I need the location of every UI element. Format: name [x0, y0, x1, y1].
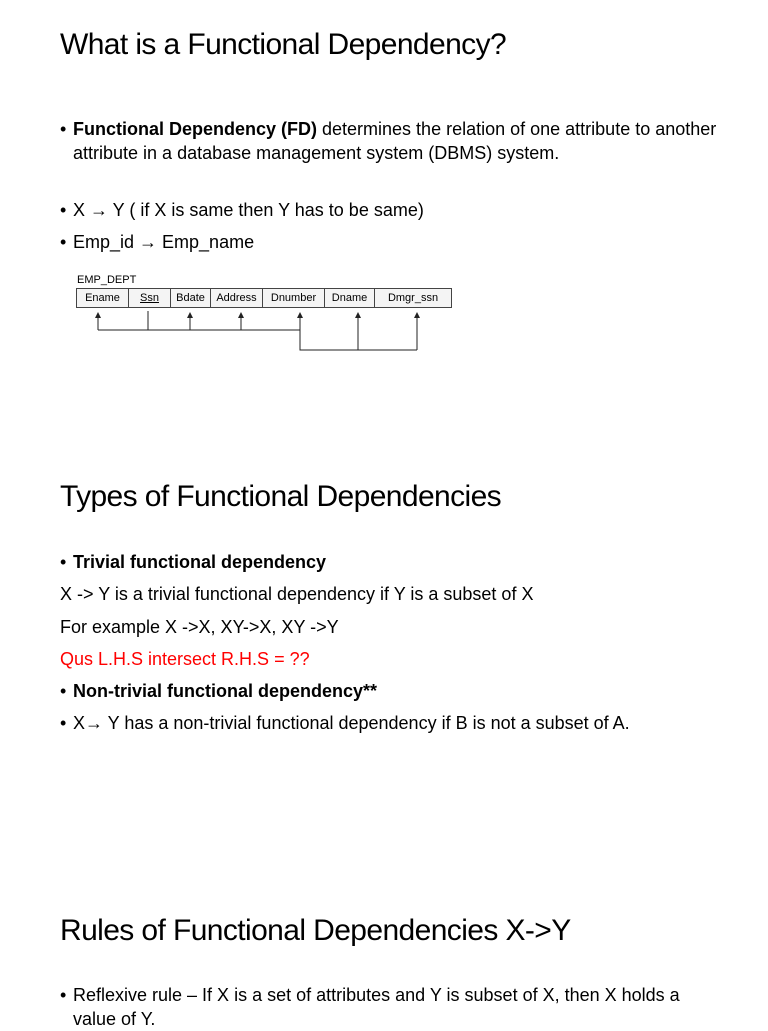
bullet-dot: •: [60, 232, 67, 252]
fd-example-text: Emp_id → Emp_name: [73, 232, 255, 252]
fd-definition-text: determines the relation of one attribute to another attribute in a database management system (DBMS) system.: [73, 119, 717, 163]
attr-ssn-key: Ssn: [129, 289, 171, 307]
trivial-fd-heading: Trivial functional dependency: [73, 552, 327, 572]
slide-3-title: Rules of Functional Dependencies X->Y: [60, 914, 571, 947]
attr-address: Address: [211, 289, 263, 307]
nontrivial-fd-heading: Non-trivial functional dependency**: [73, 681, 378, 701]
trivial-fd-definition: X -> Y is a trivial functional dependency if Y is a subset of X: [60, 584, 534, 604]
bullet-dot: •: [60, 552, 67, 572]
reflexive-rule-text: Reflexive rule – If X is a set of attributes and Y is subset of X, then X holds a value of Y.: [73, 985, 680, 1029]
dependency-arrows: [0, 0, 768, 400]
trivial-fd-example: For example X ->X, XY->X, XY ->Y: [60, 617, 339, 637]
attr-dmgr-ssn: Dmgr_ssn: [387, 292, 439, 304]
attr-dname: Dname: [325, 289, 375, 307]
trivial-fd-bullet: [60, 550, 720, 574]
bullet-dot: •: [60, 985, 67, 1005]
attr-ename: Ename: [77, 289, 129, 307]
relation-name: EMP_DEPT: [77, 274, 137, 286]
fd-term: Functional Dependency (FD): [73, 119, 318, 139]
slide-1-title: What is a Functional Dependency?: [60, 28, 507, 61]
bullet-dot: •: [60, 681, 67, 701]
question-text: Qus L.H.S intersect R.H.S = ??: [60, 649, 310, 669]
slide-2-title: Types of Functional Dependencies: [60, 480, 502, 513]
attr-bdate: Bdate: [171, 289, 211, 307]
nontrivial-fd-definition-bullet: [60, 711, 740, 735]
bullet-dot: •: [60, 200, 67, 220]
bullet-dot: •: [60, 119, 67, 139]
attr-dnumber: Dnumber: [263, 289, 325, 307]
bullet-dot: •: [60, 713, 67, 733]
nontrivial-fd-definition: X→ Y has a non-trivial functional dependency if B is not a subset of A.: [73, 713, 630, 733]
fd-notation-text: X → Y ( if X is same then Y has to be same): [73, 200, 424, 220]
nontrivial-fd-bullet: [60, 679, 720, 703]
